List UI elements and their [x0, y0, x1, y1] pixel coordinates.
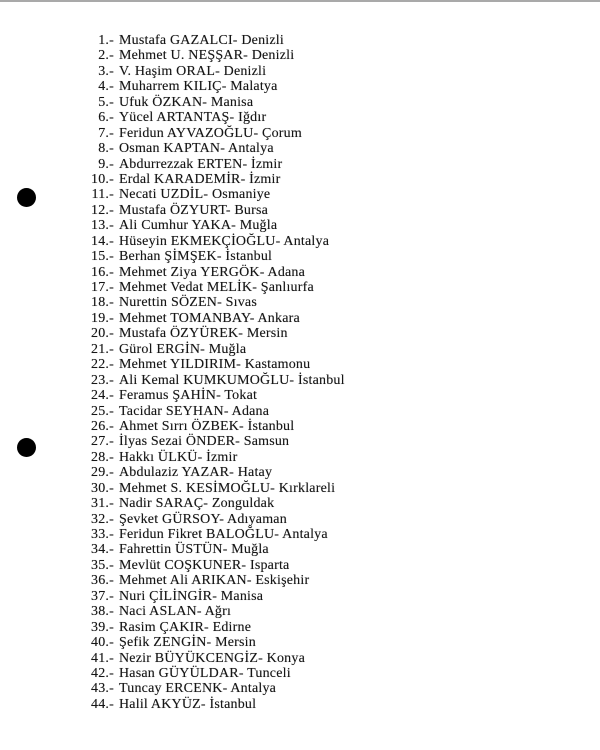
item-name-city: Hakkı ÜLKÜ- İzmir [119, 449, 238, 465]
item-name-city: Osman KAPTAN- Antalya [119, 141, 274, 157]
list-item [88, 373, 345, 388]
item-name-city: Şefik ZENGİN- Mersin [119, 635, 256, 651]
item-number: 43.- [91, 681, 114, 697]
item-name-city: Mehmet Vedat MELİK- Şanlıurfa [119, 280, 314, 295]
item-name-city: Mehmet S. KESİMOĞLU- Kırklareli [119, 480, 336, 496]
list-item [88, 234, 345, 249]
item-name-city: Gürol ERGİN- Muğla [119, 341, 247, 357]
list-item [88, 620, 345, 635]
list-item [88, 404, 345, 419]
list-item [88, 635, 345, 650]
item-number: 19.- [91, 310, 114, 326]
item-number: 17.- [91, 280, 114, 295]
item-name-city: Yücel ARTANTAŞ- Iğdır [119, 110, 267, 126]
item-number: 11.- [91, 187, 114, 203]
list-item [88, 295, 345, 310]
list-item [88, 450, 345, 465]
list-item [88, 681, 345, 696]
item-number: 10.- [91, 171, 114, 187]
item-name-city: İlyas Sezai ÖNDER- Samsun [119, 434, 290, 450]
deputy-list [88, 33, 345, 712]
list-item [88, 157, 345, 172]
item-number: 2.- [98, 48, 114, 64]
list-item [88, 172, 345, 187]
item-name-city: Hasan GÜYÜLDAR- Tunceli [119, 665, 291, 681]
item-name-city: Berhan ŞİMŞEK- İstanbul [119, 249, 273, 265]
item-name-city: Mehmet TOMANBAY- Ankara [119, 310, 300, 326]
item-name-city: Mehmet YILDIRIM- Kastamonu [119, 357, 311, 373]
item-number: 22.- [91, 357, 114, 373]
list-item [88, 434, 345, 449]
item-name-city: Feridun Fikret BALOĞLU- Antalya [119, 527, 328, 542]
item-name-city: Mehmet Ali ARIKAN- Eskişehir [119, 573, 310, 589]
list-item [88, 542, 345, 557]
item-name-city: Mevlüt COŞKUNER- Isparta [119, 557, 290, 573]
list-item [88, 187, 345, 202]
hole-punch-mark [17, 438, 36, 457]
item-number: 38.- [91, 604, 114, 620]
item-name-city: Abdulaziz YAZAR- Hatay [119, 465, 273, 481]
item-number: 18.- [91, 295, 114, 311]
scan-edge-artifact [0, 0, 600, 2]
item-number: 4.- [98, 79, 114, 95]
item-number: 33.- [91, 527, 114, 542]
list-item [88, 666, 345, 681]
item-name-city: Ufuk ÖZKAN- Manisa [119, 94, 254, 110]
item-name-city: Ali Kemal KUMKUMOĞLU- İstanbul [119, 372, 345, 388]
item-name-city: Feridun AYVAZOĞLU- Çorum [119, 125, 302, 141]
list-item [88, 419, 345, 434]
item-name-city: Ahmet Sırrı ÖZBEK- İstanbul [119, 418, 295, 434]
list-item [88, 589, 345, 604]
item-number: 21.- [91, 341, 114, 357]
list-item [88, 465, 345, 480]
item-number: 5.- [98, 94, 114, 110]
item-name-city: V. Haşim ORAL- Denizli [119, 63, 267, 79]
item-number: 7.- [98, 125, 114, 141]
item-number: 36.- [91, 573, 114, 589]
list-item [88, 48, 345, 63]
item-number: 40.- [91, 635, 114, 651]
item-name-city: Mustafa GAZALCI- Denizli [119, 33, 284, 48]
item-number: 34.- [91, 542, 114, 558]
item-name-city: Halil AKYÜZ- İstanbul [119, 696, 257, 712]
list-item [88, 95, 345, 110]
item-number: 39.- [91, 619, 114, 635]
item-name-city: Erdal KARADEMİR- İzmir [119, 171, 281, 187]
item-name-city: Nuri ÇİLİNGİR- Manisa [119, 588, 264, 604]
list-item [88, 218, 345, 233]
item-number: 44.- [91, 696, 114, 712]
item-name-city: Nezir BÜYÜKCENGİZ- Konya [119, 650, 305, 666]
item-number: 3.- [98, 63, 114, 79]
item-number: 13.- [91, 218, 114, 234]
item-number: 20.- [91, 326, 114, 342]
item-name-city: Mustafa ÖZYÜREK- Mersin [119, 326, 288, 342]
list-item [88, 249, 345, 264]
item-name-city: Nadir SARAÇ- Zonguldak [119, 496, 275, 512]
list-item [88, 651, 345, 666]
item-name-city: Ali Cumhur YAKA- Muğla [119, 218, 278, 234]
list-item [88, 110, 345, 125]
item-name-city: Tuncay ERCENK- Antalya [119, 681, 277, 697]
item-number: 24.- [91, 388, 114, 404]
item-number: 6.- [98, 110, 114, 126]
list-item [88, 573, 345, 588]
item-number: 37.- [91, 588, 114, 604]
item-name-city: Rasim ÇAKIR- Edirne [119, 619, 252, 635]
item-number: 16.- [91, 264, 114, 280]
item-number: 41.- [91, 650, 114, 666]
item-name-city: Mehmet U. NEŞŞAR- Denizli [119, 48, 295, 64]
list-item [88, 203, 345, 218]
hole-punch-mark [17, 188, 36, 207]
item-number: 12.- [91, 202, 114, 218]
list-item [88, 311, 345, 326]
list-item [88, 126, 345, 141]
list-item [88, 342, 345, 357]
item-name-city: Mehmet Ziya YERGÖK- Adana [119, 264, 306, 280]
item-name-city: Naci ASLAN- Ağrı [119, 604, 232, 620]
item-number: 1.- [98, 33, 114, 48]
item-number: 32.- [91, 511, 114, 527]
item-number: 30.- [91, 480, 114, 496]
list-item [88, 141, 345, 156]
list-item [88, 512, 345, 527]
item-number: 31.- [91, 496, 114, 512]
item-name-city: Abdurrezzak ERTEN- İzmir [119, 156, 283, 172]
item-number: 15.- [91, 249, 114, 265]
item-number: 42.- [91, 665, 114, 681]
item-number: 25.- [91, 403, 114, 419]
item-name-city: Necati UZDİL- Osmaniye [119, 187, 271, 203]
item-name-city: Nurettin SÖZEN- Sıvas [119, 295, 257, 311]
item-name-city: Şevket GÜRSOY- Adıyaman [119, 511, 287, 527]
list-item [88, 481, 345, 496]
item-name-city: Feramus ŞAHİN- Tokat [119, 388, 258, 404]
item-name-city: Tacidar SEYHAN- Adana [119, 403, 270, 419]
list-item [88, 79, 345, 94]
item-number: 14.- [91, 233, 114, 249]
list-item [88, 496, 345, 511]
item-name-city: Fahrettin ÜSTÜN- Muğla [119, 542, 269, 558]
list-item [88, 604, 345, 619]
item-number: 28.- [91, 449, 114, 465]
item-number: 29.- [91, 465, 114, 481]
list-item [88, 527, 345, 542]
item-name-city: Hüseyin EKMEKÇİOĞLU- Antalya [119, 233, 330, 249]
list-item [88, 33, 345, 48]
item-number: 23.- [91, 372, 114, 388]
item-number: 8.- [98, 141, 114, 157]
item-number: 35.- [91, 557, 114, 573]
list-item [88, 357, 345, 372]
item-number: 9.- [98, 156, 114, 172]
list-item [88, 697, 345, 712]
item-name-city: Mustafa ÖZYURT- Bursa [119, 202, 269, 218]
item-number: 26.- [91, 418, 114, 434]
list-item [88, 64, 345, 79]
list-item [88, 265, 345, 280]
list-item [88, 388, 345, 403]
item-name-city: Muharrem KILIÇ- Malatya [119, 79, 278, 95]
list-item [88, 280, 345, 295]
item-number: 27.- [91, 434, 114, 450]
list-item [88, 326, 345, 341]
list-item [88, 558, 345, 573]
